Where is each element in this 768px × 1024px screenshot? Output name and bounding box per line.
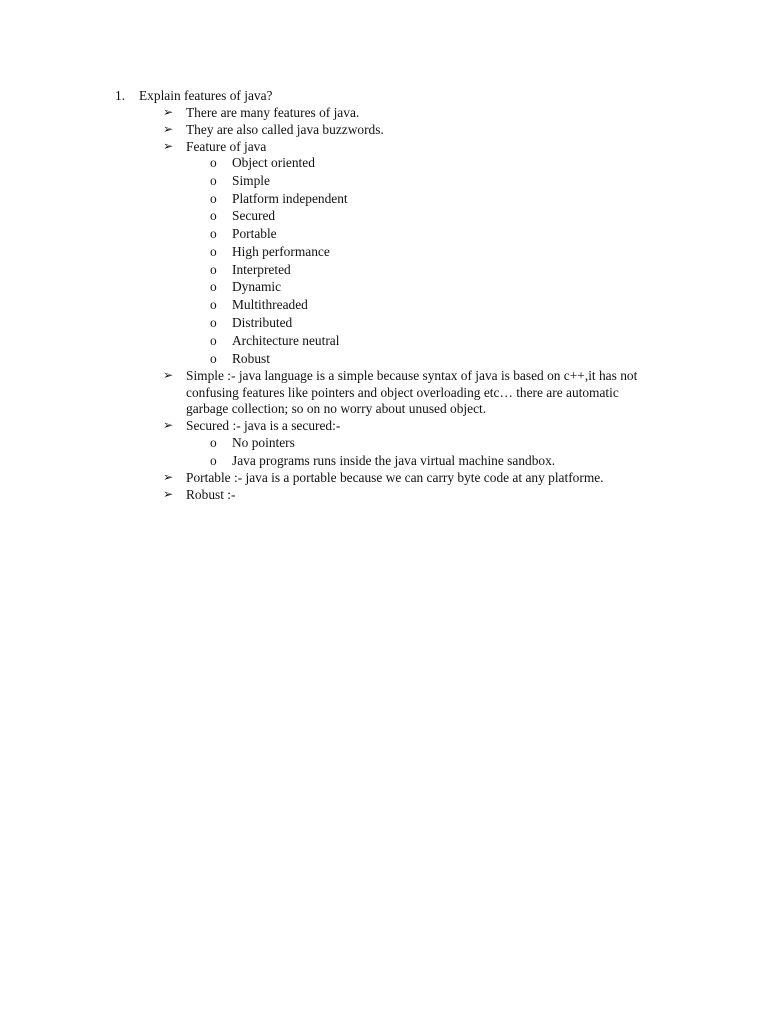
- simple-description-line: Simple :- java language is a simple because syntax of java is based on c++,it has not: [186, 368, 638, 383]
- circle-bullet-icon: o: [210, 244, 217, 259]
- feature-item: Secured: [232, 208, 276, 223]
- circle-bullet-icon: o: [210, 173, 217, 188]
- bullet-text: Feature of java: [186, 139, 267, 154]
- arrow-bullet-icon: ➢: [163, 368, 174, 382]
- arrow-bullet-icon: ➢: [163, 470, 174, 484]
- secured-item: No pointers: [232, 435, 295, 450]
- question-title: Explain features of java?: [139, 88, 273, 103]
- feature-item: Object oriented: [232, 155, 315, 170]
- circle-bullet-icon: o: [210, 226, 217, 241]
- secured-item: Java programs runs inside the java virtual machine sandbox.: [232, 453, 556, 468]
- circle-bullet-icon: o: [210, 191, 217, 206]
- circle-bullet-icon: o: [210, 262, 217, 277]
- circle-bullet-icon: o: [210, 279, 217, 294]
- feature-item: Robust: [232, 351, 270, 366]
- feature-item: Portable: [232, 226, 277, 241]
- feature-item: Multithreaded: [232, 297, 308, 312]
- feature-item: Architecture neutral: [232, 333, 340, 348]
- robust-description: Robust :-: [186, 487, 236, 502]
- circle-bullet-icon: o: [210, 155, 217, 170]
- circle-bullet-icon: o: [210, 351, 217, 366]
- bullet-text: There are many features of java.: [186, 105, 360, 120]
- circle-bullet-icon: o: [210, 333, 217, 348]
- circle-bullet-icon: o: [210, 315, 217, 330]
- arrow-bullet-icon: ➢: [163, 487, 174, 501]
- simple-description-line: garbage collection; so on no worry about unused object.: [186, 401, 487, 416]
- feature-item: High performance: [232, 244, 330, 259]
- circle-bullet-icon: o: [210, 208, 217, 223]
- circle-bullet-icon: o: [210, 435, 217, 450]
- arrow-bullet-icon: ➢: [163, 139, 174, 153]
- feature-item: Distributed: [232, 315, 293, 330]
- list-number: 1.: [115, 88, 126, 103]
- feature-item: Interpreted: [232, 262, 291, 277]
- portable-description: Portable :- java is a portable because we can carry byte code at any platforme.: [186, 470, 604, 485]
- simple-description-line: confusing features like pointers and object overloading etc… there are automatic: [186, 385, 619, 400]
- bullet-text: They are also called java buzzwords.: [186, 122, 384, 137]
- feature-item: Platform independent: [232, 191, 348, 206]
- arrow-bullet-icon: ➢: [163, 122, 174, 136]
- circle-bullet-icon: o: [210, 297, 217, 312]
- feature-item: Simple: [232, 173, 270, 188]
- arrow-bullet-icon: ➢: [163, 418, 174, 432]
- arrow-bullet-icon: ➢: [163, 105, 174, 119]
- circle-bullet-icon: o: [210, 453, 217, 468]
- feature-item: Dynamic: [232, 279, 282, 294]
- secured-description: Secured :- java is a secured:-: [186, 418, 341, 433]
